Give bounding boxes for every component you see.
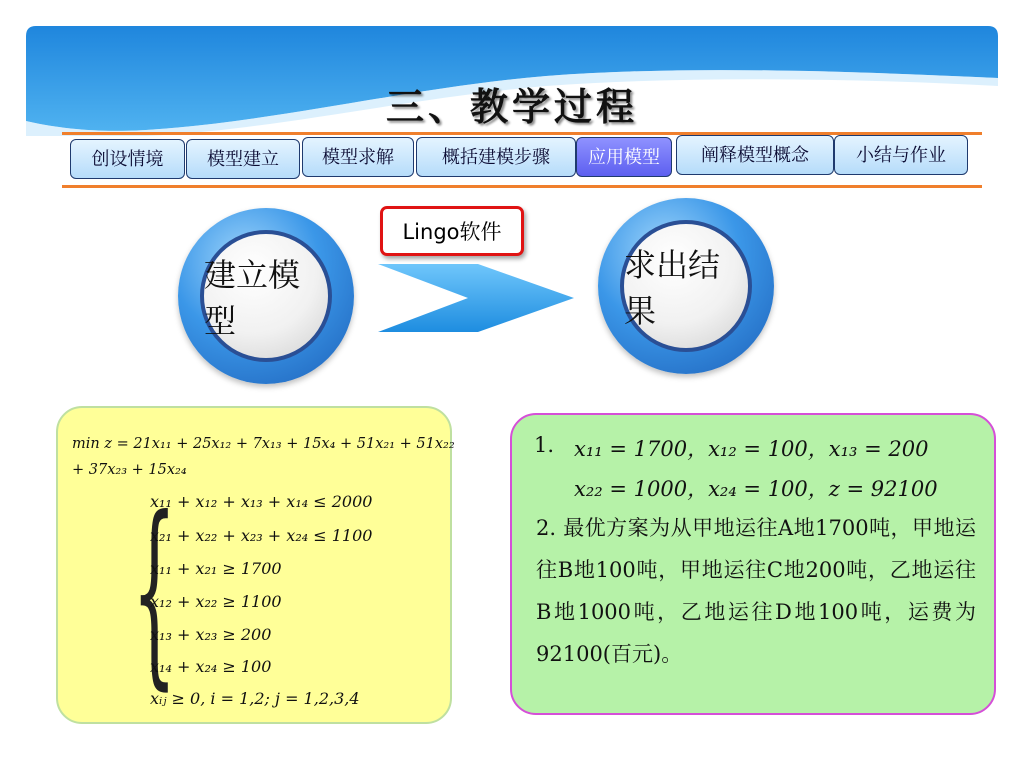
tab-summary-homework[interactable]: 小结与作业	[834, 135, 968, 175]
results-node	[598, 198, 774, 374]
tab-bar	[62, 132, 982, 188]
constraint-2: x₂₁ + x₂₂ + x₂₃ + x₂₄ ≤ 1100	[150, 526, 373, 545]
tab-model-building[interactable]: 模型建立	[186, 139, 300, 179]
tab-apply-model[interactable]: 应用模型	[576, 137, 672, 177]
objective-line-1: min z = 21x₁₁ + 25x₁₂ + 7x₁₃ + 15x₄ + 51x₂₁ + 51x₂₂	[72, 436, 455, 452]
result-line-2: x₂₂ = 1000，x₂₄ = 100，z = 92100	[574, 477, 938, 501]
constraint-4: x₁₂ + x₂₂ ≥ 1100	[150, 592, 282, 611]
build-model-label: 建立模型	[200, 230, 332, 362]
lingo-software-label: Lingo软件	[380, 206, 524, 256]
result-line-1: x₁₁ = 1700，x₁₂ = 100，x₁₃ = 200	[574, 437, 929, 461]
tab-modeling-steps[interactable]: 概括建模步骤	[416, 137, 576, 177]
result-item-1-number: 1.	[534, 433, 555, 457]
tab-model-solving[interactable]: 模型求解	[302, 137, 414, 177]
constraint-brace: {	[132, 475, 177, 708]
constraint-nonnegativity: xᵢⱼ ≥ 0, i = 1,2; j = 1,2,3,4	[150, 689, 360, 708]
constraint-5: x₁₃ + x₂₃ ≥ 200	[150, 625, 272, 644]
results-label: 求出结果	[620, 220, 752, 352]
tab-explain-concepts[interactable]: 阐释模型概念	[676, 135, 834, 175]
constraint-6: x₁₄ + x₂₄ ≥ 100	[150, 657, 272, 676]
build-model-node	[178, 208, 354, 384]
flow-arrow-icon	[378, 264, 582, 332]
results-panel	[510, 413, 996, 715]
model-panel	[56, 406, 455, 724]
tab-create-situation[interactable]: 创设情境	[70, 139, 185, 179]
constraint-3: x₁₁ + x₂₁ ≥ 1700	[150, 559, 282, 578]
page-title: 三、教学过程	[385, 84, 638, 129]
objective-line-2: + 37x₂₃ + 15x₂₄	[72, 462, 187, 478]
constraint-1: x₁₁ + x₁₂ + x₁₃ + x₁₄ ≤ 2000	[150, 492, 373, 511]
result-plan-text: 2. 最优方案为从甲地运往A地1700吨，甲地运往B地100吨，甲地运往C地200吨，乙地运往B地1000吨，乙地运往D地100吨，运费为92100(百元)。	[536, 516, 976, 666]
